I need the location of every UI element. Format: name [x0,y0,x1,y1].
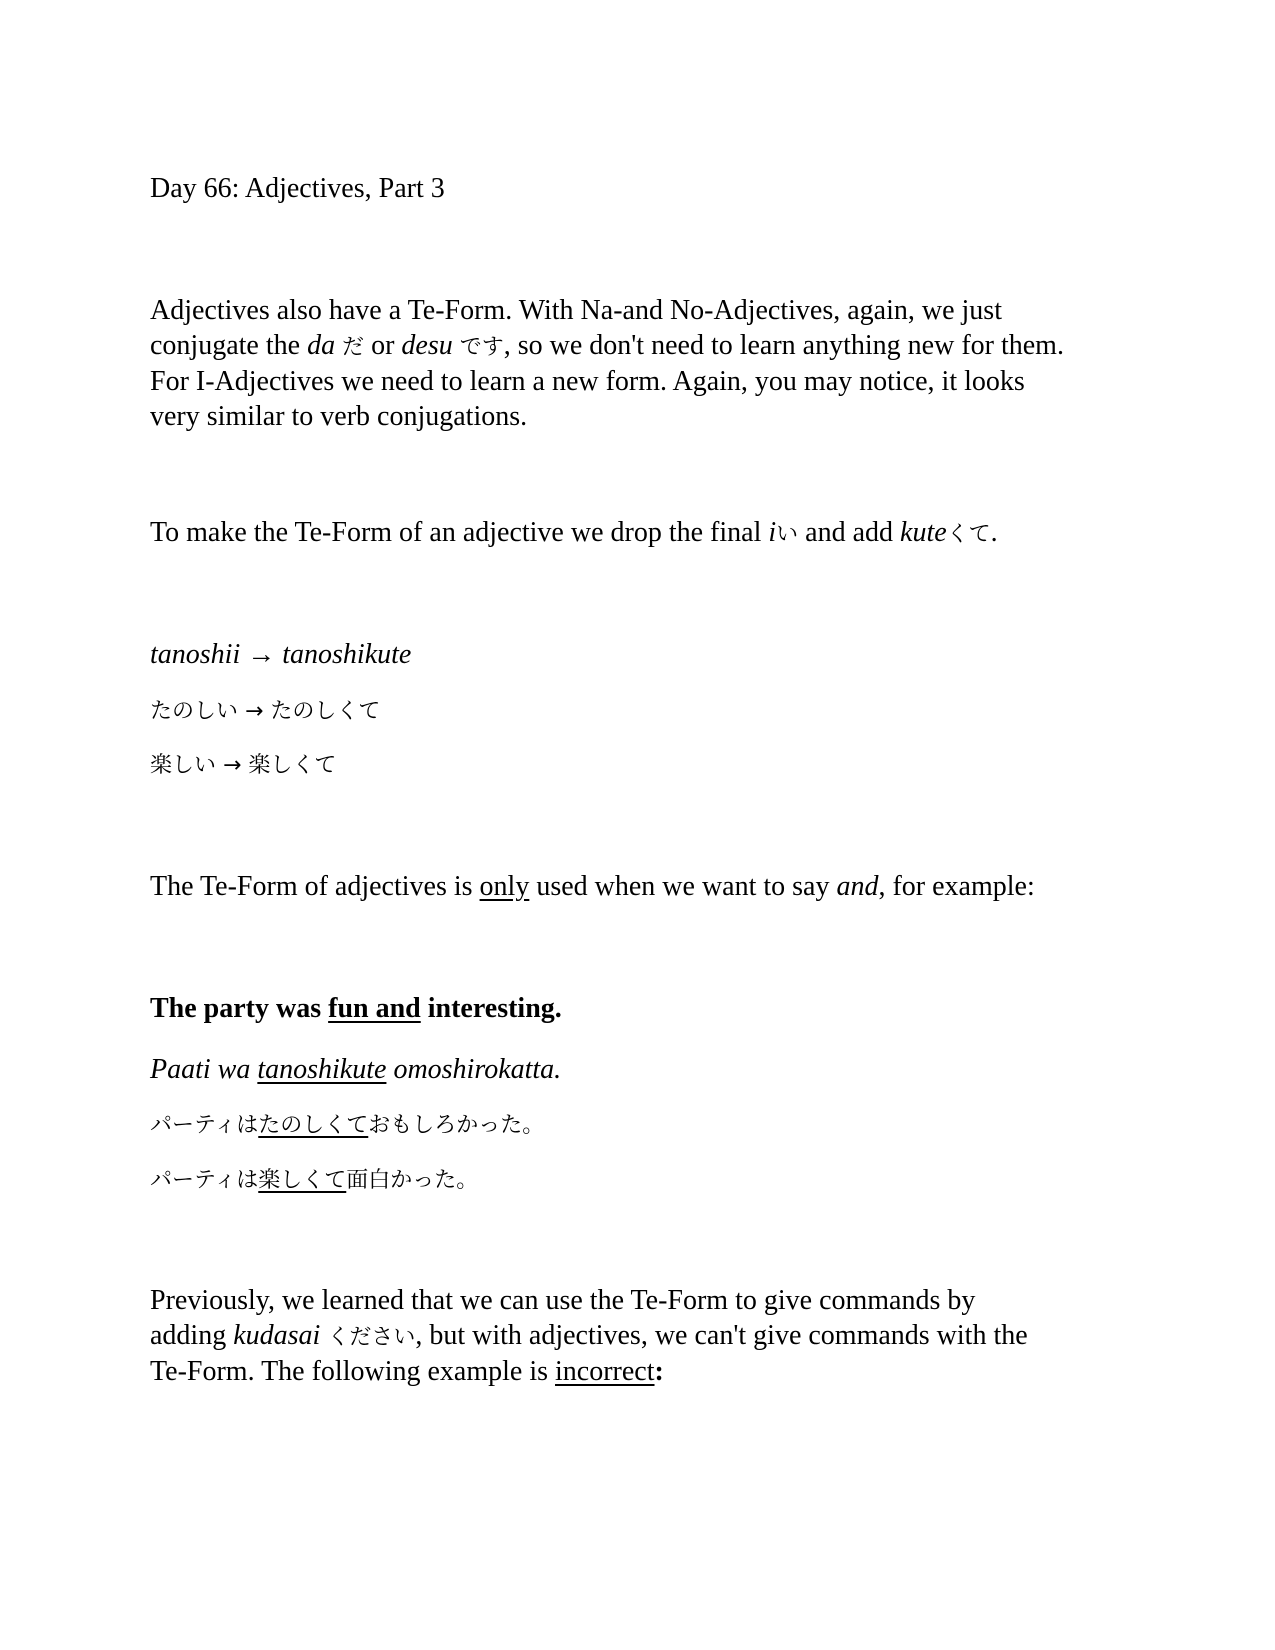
commands-text: Te-Form. The following example is [150,1356,556,1387]
kanji-text: パーティは [150,1168,259,1193]
rule-text: . [990,517,998,548]
arrow: → [240,639,283,670]
example1-kanji: 楽しい → 楽しくて [150,753,337,778]
romaji-desu: desu [401,329,453,361]
underlined-fun-and: fun and [328,993,421,1024]
example2-english [150,992,562,1026]
intro-paragraph [150,294,1150,434]
intro-line-4: very similar to verb conjugations. [150,400,528,432]
example2-kana [150,1112,544,1140]
usage-text: , for example: [878,871,1035,902]
intro-text: conjugate the [150,329,308,361]
usage-text: The Te-Form of adjectives is [150,871,480,902]
romaji-tanoshikute: tanoshikute [282,639,412,670]
underlined-only: only [479,871,530,902]
kana-text: おもしろかった。 [368,1113,545,1138]
romaji-kute: kute [900,517,947,548]
romaji-tanoshii: tanoshii [150,639,241,670]
commands-line-2 [150,1319,1150,1356]
commands-line-3 [150,1355,1150,1390]
underlined-kanji: 楽しくて [258,1168,347,1193]
romaji-text: Paati wa [150,1054,258,1085]
example2-kanji [150,1167,478,1195]
kana-kute: くて [946,522,991,547]
underlined-tanoshikute: tanoshikute [257,1054,387,1085]
title-text: Day 66: Adjectives, Part 3 [150,173,445,204]
kana-desu: です [452,334,504,360]
commands-text: , but with adjectives, we can't give commands with the [415,1319,1028,1351]
kana-text: パーティは [150,1113,259,1138]
example1-kana: たのしい → たのしくて [150,699,381,724]
intro-text: or [364,329,402,361]
kanji-text: 面白かった。 [346,1168,479,1193]
intro-line-1: Adjectives also have a Te-Form. With Na-and No-Adjectives, again, we just [150,295,1002,326]
colon: : [654,1356,664,1387]
italic-and: and [836,871,879,902]
intro-line-2 [150,329,1150,366]
commands-paragraph [150,1284,1150,1390]
usage-sentence [150,870,1035,904]
rule-text: To make the Te-Form of an adjective we drop the final [150,517,769,548]
commands-line-1: Previously, we learned that we can use the Te-Form to give commands by [150,1285,976,1316]
underlined-incorrect: incorrect [555,1356,655,1387]
usage-text: used when we want to say [529,871,837,902]
rule-sentence [150,516,998,552]
page-title [150,172,445,206]
commands-text: adding [150,1319,234,1351]
kana-da: だ [335,334,365,360]
intro-text: , so we don't need to learn anything new for them. [503,329,1064,361]
kana-kudasai: ください [320,1324,416,1350]
romaji-text: omoshirokatta. [386,1054,562,1085]
intro-line-3: For I-Adjectives we need to learn a new form. Again, you may notice, it looks [150,366,1025,397]
rule-text: and add [798,517,901,548]
romaji-i: i [768,517,777,548]
english-text: interesting. [420,993,562,1024]
romaji-da: da [307,329,336,361]
english-text: The party was [150,993,329,1024]
example2-romaji [150,1053,561,1087]
romaji-kudasai: kudasai [233,1319,321,1351]
example1-romaji [150,638,411,672]
underlined-kana: たのしくて [258,1113,369,1138]
kana-i: い [776,522,799,547]
